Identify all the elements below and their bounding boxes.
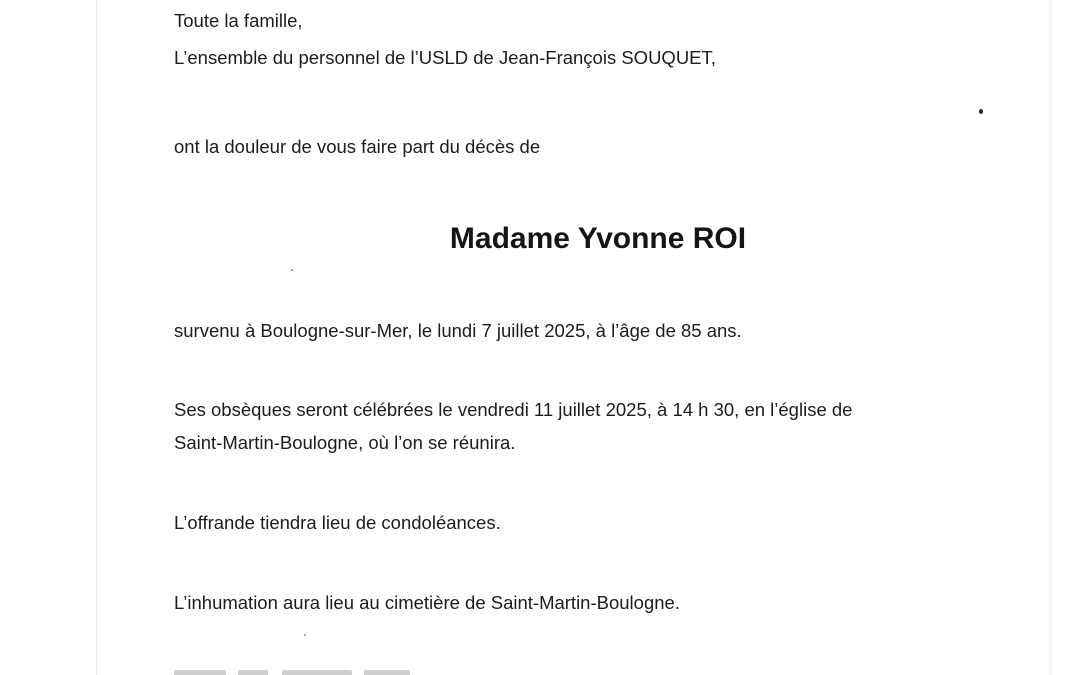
family-line: Toute la famille, [174,10,303,31]
page-edge-left [96,0,97,675]
cut-off-text-line [174,664,434,675]
scan-speck [291,269,293,271]
staff-line: L’ensemble du personnel de l’USLD de Jean-François SOUQUET, [174,47,716,68]
scan-speck [979,109,983,114]
scan-speck [304,634,306,636]
page-edge-right [1050,0,1051,675]
offering-line: L’offrande tiendra lieu de condoléances. [174,512,501,533]
death-details-line: survenu à Boulogne-sur-Mer, le lundi 7 juillet 2025, à l’âge de 85 ans. [174,320,742,341]
funeral-line-2: Saint-Martin-Boulogne, où l’on se réunira. [174,432,516,453]
deceased-name: Madame Yvonne ROI [449,222,747,255]
announcement-line: ont la douleur de vous faire part du décès de [174,136,541,157]
funeral-line-1: Ses obsèques seront célébrées le vendredi 11 juillet 2025, à 14 h 30, en l’église de [174,399,853,420]
burial-line: L’inhumation aura lieu au cimetière de Saint-Martin-Boulogne. [174,592,680,613]
